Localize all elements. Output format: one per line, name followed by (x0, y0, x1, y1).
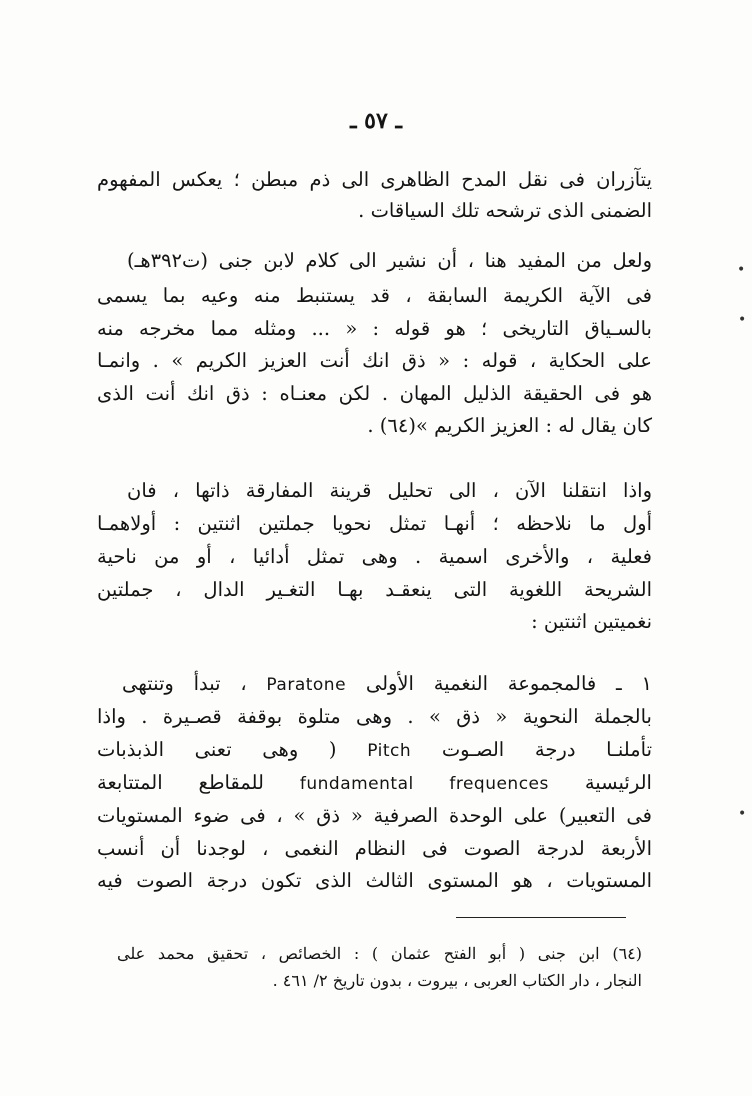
footnote-line-2: النجار ، دار الكتاب العربى ، بيروت ، بدون تاريخ ٢/ ٤٦١ . (272, 971, 642, 990)
paragraph-4-line-2: بالجملة النحوية « ذق » . وهى متلوة بوقفة قصـيرة . واذا (97, 705, 652, 728)
scan-speck: • (737, 262, 746, 278)
paragraph-3-line-3: فعلية ، والأخرى اسمية . وهى تمثل أدائيا ، أو من ناحية (97, 545, 652, 568)
paragraph-2-line-1: ولعل من المفيد هنا ، أن نشير الى كلام لابن جنى (ت٣٩٢هـ) (127, 249, 652, 272)
footnote-line-1: (٦٤) ابن جنى ( أبو الفتح عثمان ) : الخصائص ، تحقيق محمد على (117, 944, 642, 963)
paragraph-4-line-6: الأربعة لدرجة الصوت فى النظام النغمى ، لوجدنا أن أنسب (97, 837, 652, 860)
paragraph-2-line-2: فى الآية الكريمة السابقة ، قد يستنبط منه وعيه بما يسمى (97, 284, 652, 307)
scan-speck: • (738, 312, 747, 328)
paragraph-3-line-5: نغميتين اثنتين : (531, 610, 652, 633)
footnote-divider (456, 917, 626, 918)
paragraph-4-line-7: المستويات ، هو المستوى الثالث الذى تكون درجة الصوت فيه (97, 869, 652, 892)
paragraph-4-line-4-post: للمقاطع المتتابعة (97, 771, 264, 794)
paragraph-2-line-4: على الحكاية ، قوله : « ذق انك أنت العزيز الكريم » . وانمـا (97, 349, 652, 372)
paragraph-4-line-3-pre: تأملنـا درجة الصـوت (441, 738, 652, 761)
paragraph-1-line-1: يتآزران فى نقل المدح الظاهرى الى ذم مبطن ؛ يعكس المفهوم (97, 168, 652, 191)
paragraph-3-line-4: الشريحة اللغوية التى ينعقـد بهـا التغـير الدال ، جملتين (97, 578, 652, 601)
paragraph-4-line-3-post: ( وهى تعنى الذبذبات (97, 738, 337, 761)
paragraph-4-line-5: فى التعبير) على الوحدة الصرفية « ذق » ، فى ضوء المستويات (97, 804, 652, 827)
paragraph-4-line-3 (97, 735, 652, 765)
page-number: ـ ٥٧ ـ (350, 108, 402, 134)
paragraph-4-line-4-pre: الرئيسية (584, 771, 652, 794)
paragraph-4-line-4 (97, 768, 652, 798)
paragraph-4-term-pitch: Pitch (367, 741, 412, 761)
paragraph-4-line-1-post: ، تبدأ وتنتهى (122, 672, 247, 695)
paragraph-4-line-1-pre: ١ ـ فالمجموعة النغمية الأولى (365, 672, 652, 695)
paragraph-3-line-2: أول ما نلاحظه ؛ أنهـا تمثل نحويا جملتين اثنتين : أولاهمـا (97, 512, 652, 535)
paragraph-4-line-1 (122, 669, 652, 699)
paragraph-1-line-2: الضمنى الذى ترشحه تلك السياقات . (358, 199, 652, 222)
scan-speck: • (738, 806, 747, 822)
paragraph-4-term-fundamental-frequences: fundamental frequences (299, 774, 549, 794)
paragraph-3-line-1: واذا انتقلنا الآن ، الى تحليل قرينة المفارقة ذاتها ، فان (127, 479, 652, 502)
paragraph-2-line-5: هو فى الحقيقة الذليل المهان . لكن معنـاه : ذق انك أنت الذى (97, 382, 652, 405)
paragraph-2-line-3: بالسـياق التاريخى ؛ هو قوله : « ... ومثله مما مخرجه منه (97, 317, 652, 340)
paragraph-2-line-6: كان يقال له : العزيز الكريم »(٦٤) . (367, 414, 652, 437)
paragraph-4-term-paratone: Paratone (266, 675, 347, 695)
